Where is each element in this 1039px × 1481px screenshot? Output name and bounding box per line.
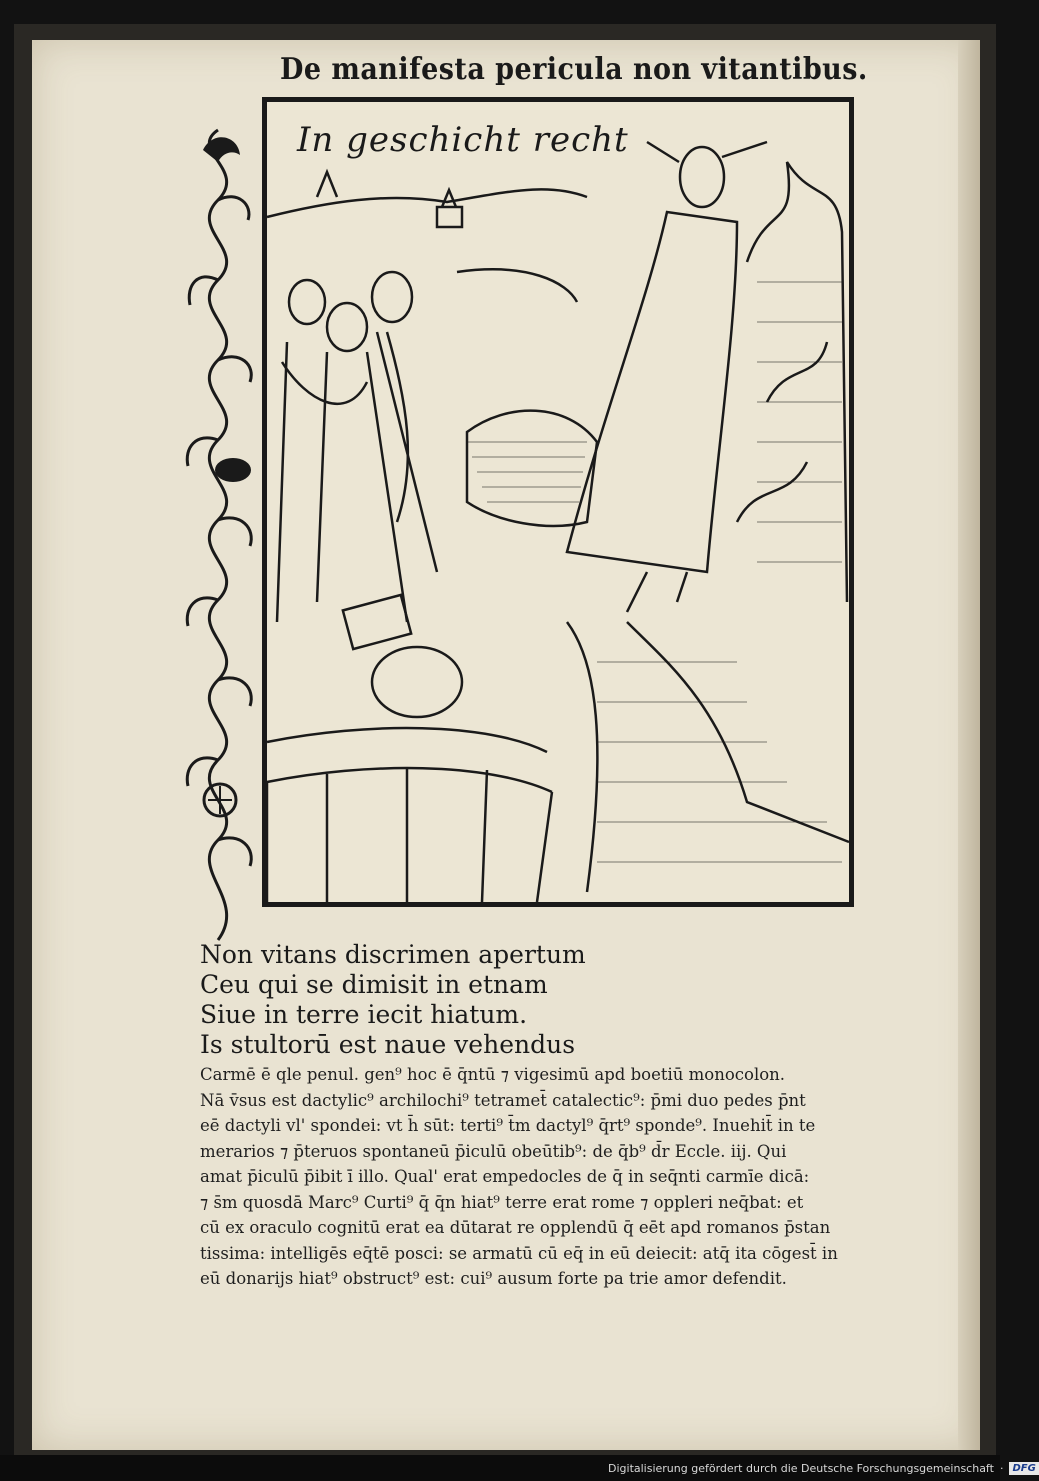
separator-dot: ·	[999, 1461, 1004, 1475]
commentary-line: ⁊ s̄m quosdā Marc⁹ Curti⁹ q̄ q̄n hiat⁹ terre erat rome ⁊ oppleri neq̄bat: et	[200, 1192, 804, 1212]
commentary-block	[200, 1062, 900, 1292]
verse-block	[200, 940, 760, 1060]
floral-border-illustration	[178, 110, 264, 960]
verse-line: Siue in terre iecit hiatum.	[200, 1000, 528, 1029]
verse-line: Non vitans discrimen apertum	[200, 940, 586, 969]
commentary-line: Carmē ē qle penul. gen⁹ hoc ē q̄ntū ⁊ vigesimū apd boetiū monocolon.	[200, 1065, 786, 1084]
page-gutter	[958, 40, 980, 1450]
commentary-line: Nā v̄sus est dactylic⁹ archilochi⁹ tetramet̄ catalectic⁹: p̄mi duo pedes p̄nt	[200, 1090, 806, 1110]
woodcut-banner-text: In geschicht recht	[297, 120, 629, 160]
woodcut-illustration	[262, 97, 854, 907]
commentary-line: amat p̄iculū p̄ibit ī illo. Qual' erat empedocles de q̄ in seq̄nti carmīe dicā:	[200, 1167, 810, 1186]
funding-credit	[608, 1458, 1036, 1478]
funding-credit-text: Digitalisierung gefördert durch die Deutsche Forschungsgemeinschaft	[608, 1461, 994, 1475]
commentary-line: tissima: intelligēs eq̄tē posci: se armatū cū eq̄ in eū deiecit: atq̄ ita cōgest̄ in	[200, 1243, 838, 1263]
verse-line: Ceu qui se dimisit in etnam	[200, 970, 548, 999]
page-heading: De manifesta pericula non vitantibus.	[280, 52, 868, 87]
commentary-line: eū donarijs hiat⁹ obstruct⁹ est: cui⁹ ausum forte pa trie amor defendit.	[200, 1269, 787, 1288]
verse-line: Is stultorū est naue vehendus	[200, 1030, 576, 1059]
commentary-line: merarios ⁊ p̄teruos spontaneū p̄iculū obeūtib⁹: de q̄b⁹ d̄r Eccle. iij. Qui	[200, 1141, 787, 1161]
commentary-line: cū ex oraculo cognitū erat ea dūtarat re opplendū q̄ eēt apd romanos p̄stan	[200, 1218, 831, 1237]
commentary-line: eē dactyli vl' spondei: vt h̄ sūt: terti⁹ t̄m dactyl⁹ q̄rt⁹ sponde⁹. Inuehit̄ in te	[200, 1116, 816, 1135]
dfg-logo: DFG	[1009, 1462, 1038, 1475]
woodcut-scene	[267, 102, 849, 902]
